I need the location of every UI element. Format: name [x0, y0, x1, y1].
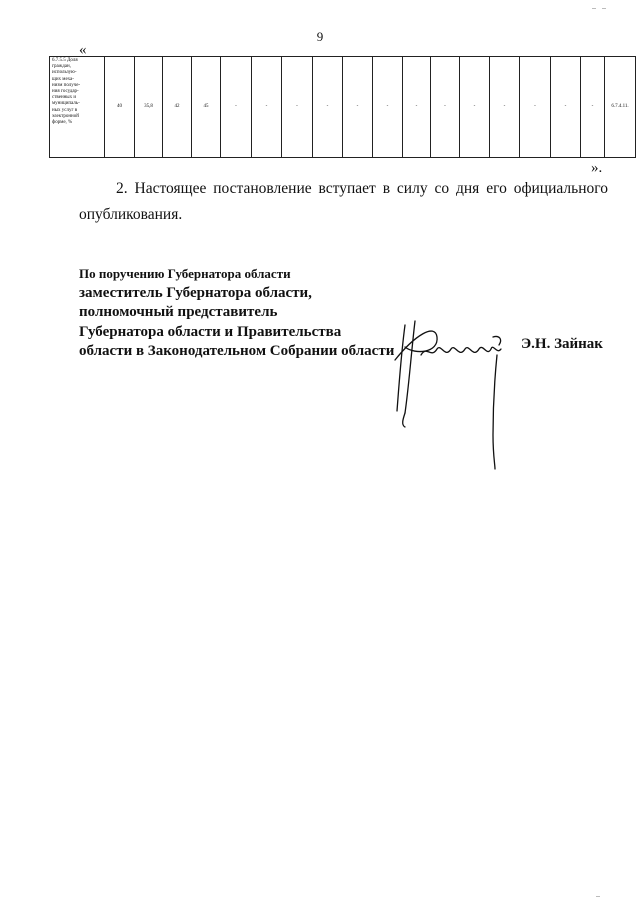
signature-block: [79, 264, 394, 362]
indicator-label-line: ных услуг в: [52, 107, 78, 113]
table-row: [50, 57, 636, 158]
table-cell: -: [252, 57, 282, 158]
page-number: 9: [316, 29, 324, 44]
table-cell: -: [313, 57, 343, 158]
signature-line-instruction: По поручению Губернатора области: [79, 266, 291, 281]
indicator-label-line: низм получе-: [52, 82, 81, 88]
table-cell: 45: [192, 57, 221, 158]
table-cell: -: [431, 57, 460, 158]
table-cell: 42: [163, 57, 192, 158]
indicator-label-line: ственных и: [52, 95, 77, 101]
indicator-label-line: 6.7.5.5 Доля: [52, 58, 78, 63]
table-cell: -: [581, 57, 605, 158]
table-cell: -: [551, 57, 581, 158]
scan-mark: [596, 896, 600, 897]
signature-line-role: полномочный представитель: [79, 304, 278, 320]
indicator-label-line: электронной: [52, 113, 79, 119]
indicator-label-line: граждан,: [52, 64, 71, 70]
table-cell: -: [221, 57, 252, 158]
table-cell: -: [403, 57, 431, 158]
scan-mark: [592, 8, 596, 9]
closing-quote: ».: [591, 160, 603, 176]
indicator-label-cell: [50, 57, 105, 158]
handwritten-signature: [375, 315, 525, 475]
table-cell: -: [460, 57, 490, 158]
indicator-label-line: использую-: [52, 70, 77, 76]
indicator-table: [49, 56, 636, 158]
signature-line-government: Губернатора области и Правительства: [79, 323, 342, 340]
indicator-label-line: ния государ-: [52, 89, 79, 95]
scan-mark: [602, 8, 606, 9]
signature-line-position: заместитель Губернатора области,: [79, 284, 312, 301]
table-cell: 40: [105, 57, 135, 158]
indicator-table-wrapper: [49, 56, 636, 158]
table-cell: 6.7.4.11.: [605, 57, 636, 158]
table-cell: 35,8: [135, 57, 163, 158]
effective-date-paragraph: 2. Настоящее постановление вступает в силу со дня его официального опубликования.: [79, 180, 608, 223]
signer-name: Э.Н. Зайнак: [521, 336, 603, 352]
indicator-label-line: муниципаль-: [52, 101, 80, 107]
indicator-label-line: форме, %: [52, 120, 73, 126]
indicator-label-line: щих меха-: [52, 76, 74, 82]
opening-quote: «: [79, 42, 87, 58]
table-cell: -: [282, 57, 313, 158]
table-cell: -: [490, 57, 520, 158]
table-cell: -: [520, 57, 551, 158]
table-cell: -: [373, 57, 403, 158]
table-cell: -: [343, 57, 373, 158]
signature-line-assembly: области в Законодательном Собрании области: [79, 343, 395, 359]
